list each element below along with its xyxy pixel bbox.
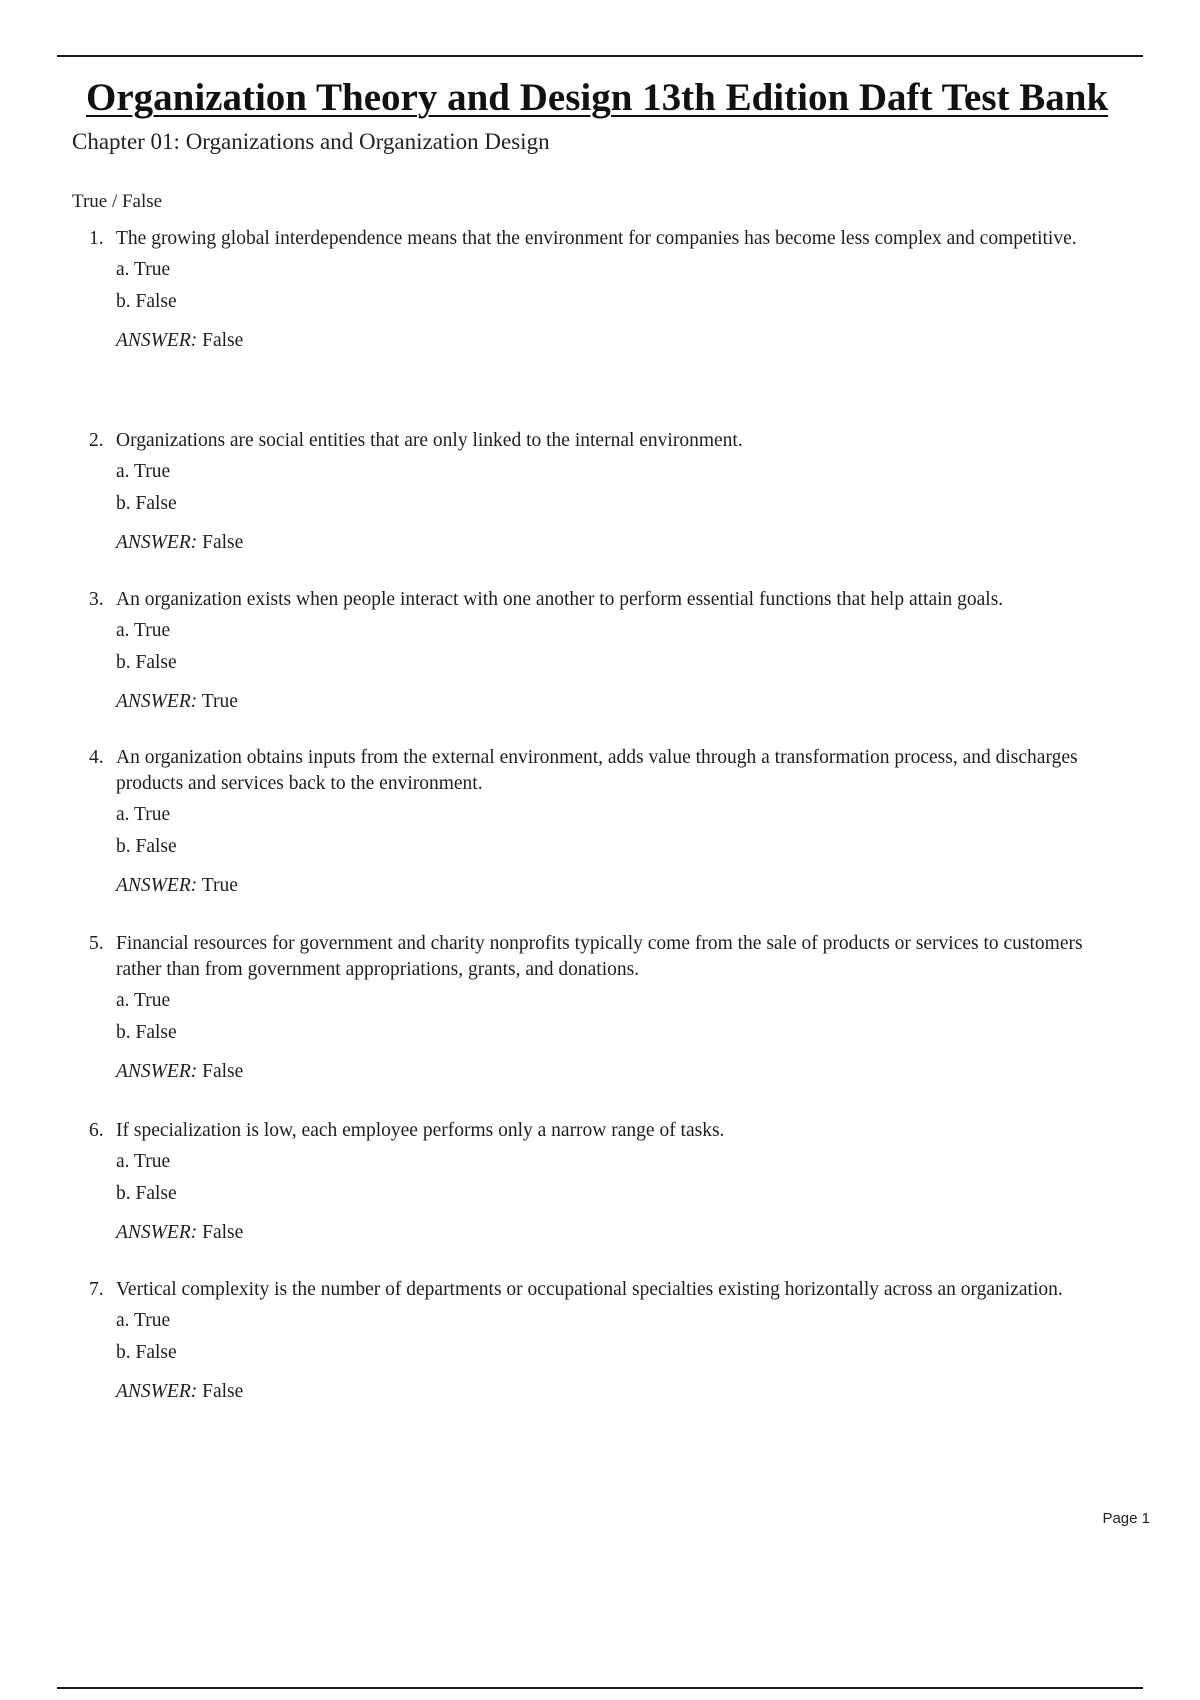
option-list xyxy=(116,617,1125,677)
question-5 xyxy=(85,931,1125,1085)
answer-label: ANSWER: xyxy=(116,691,198,712)
question-number: 7. xyxy=(89,1279,104,1300)
option-true: a. True xyxy=(116,620,171,641)
option-false: b. False xyxy=(116,836,177,857)
question-3 xyxy=(85,587,1125,715)
answer-line xyxy=(116,1059,1125,1085)
option-list xyxy=(116,987,1125,1047)
answer-value: False xyxy=(202,1381,244,1402)
bottom-rule xyxy=(57,1687,1143,1689)
answer-label: ANSWER: xyxy=(116,330,198,351)
question-text: The growing global interdependence means that the environment for companies has become less complex and competitive. xyxy=(116,228,1077,249)
option-true: a. True xyxy=(116,1151,171,1172)
question-text-block xyxy=(85,428,1125,454)
question-text: An organization exists when people interact with one another to perform essential functions that help attain goals. xyxy=(116,589,1004,610)
answer-value: True xyxy=(201,691,238,712)
question-text-block xyxy=(85,931,1125,983)
option-list xyxy=(116,256,1125,316)
question-text-block xyxy=(85,587,1125,613)
answer-value: False xyxy=(202,1061,244,1082)
document-title: Organization Theory and Design 13th Edition Daft Test Bank xyxy=(86,76,1109,119)
answer-label: ANSWER: xyxy=(116,532,198,553)
option-list xyxy=(116,458,1125,518)
option-false: b. False xyxy=(116,493,177,514)
page-number: Page 1 xyxy=(1102,1510,1150,1527)
answer-value: False xyxy=(202,532,244,553)
question-number: 2. xyxy=(89,430,104,451)
option-list xyxy=(116,1148,1125,1208)
option-list xyxy=(116,1307,1125,1367)
option-true: a. True xyxy=(116,804,171,825)
option-list xyxy=(116,801,1125,861)
question-number: 1. xyxy=(89,228,104,249)
question-text-block xyxy=(85,1118,1125,1144)
answer-value: True xyxy=(201,875,238,896)
answer-label: ANSWER: xyxy=(116,1222,198,1243)
question-6 xyxy=(85,1118,1125,1246)
option-false: b. False xyxy=(116,1183,177,1204)
question-2 xyxy=(85,428,1125,556)
question-number: 4. xyxy=(89,747,104,768)
option-true: a. True xyxy=(116,1310,171,1331)
answer-label: ANSWER: xyxy=(116,875,198,896)
question-number: 5. xyxy=(89,933,104,954)
answer-value: False xyxy=(202,330,244,351)
answer-line xyxy=(116,1379,1125,1405)
answer-label: ANSWER: xyxy=(116,1381,198,1402)
answer-label: ANSWER: xyxy=(116,1061,198,1082)
answer-line xyxy=(116,689,1125,715)
question-4 xyxy=(85,745,1125,899)
question-text: Vertical complexity is the number of departments or occupational specialties existing horizontally across an organization. xyxy=(116,1279,1063,1300)
question-text: If specialization is low, each employee performs only a narrow range of tasks. xyxy=(116,1120,725,1141)
option-false: b. False xyxy=(116,291,177,312)
option-false: b. False xyxy=(116,1022,177,1043)
option-true: a. True xyxy=(116,259,171,280)
answer-line xyxy=(116,873,1125,899)
answer-value: False xyxy=(202,1222,244,1243)
question-number: 6. xyxy=(89,1120,104,1141)
question-text-block xyxy=(85,745,1125,797)
answer-line xyxy=(116,530,1125,556)
option-true: a. True xyxy=(116,461,171,482)
option-false: b. False xyxy=(116,1342,177,1363)
answer-line xyxy=(116,1220,1125,1246)
question-text-block xyxy=(85,1277,1125,1303)
question-text: An organization obtains inputs from the external environment, adds value through a transformation process, and discharges products and services back to the environment. xyxy=(116,747,1078,794)
top-rule xyxy=(57,55,1143,57)
question-text: Financial resources for government and charity nonprofits typically come from the sale of products or services to customers rather than from government appropriations, grants, and donations. xyxy=(116,933,1083,980)
option-true: a. True xyxy=(116,990,171,1011)
question-7 xyxy=(85,1277,1125,1405)
option-false: b. False xyxy=(116,652,177,673)
question-text: Organizations are social entities that are only linked to the internal environment. xyxy=(116,430,743,451)
chapter-heading: Chapter 01: Organizations and Organization Design xyxy=(72,129,550,154)
section-heading: True / False xyxy=(72,191,163,212)
question-text-block xyxy=(85,226,1125,252)
answer-line xyxy=(116,328,1125,354)
question-1 xyxy=(85,226,1125,354)
question-number: 3. xyxy=(89,589,104,610)
